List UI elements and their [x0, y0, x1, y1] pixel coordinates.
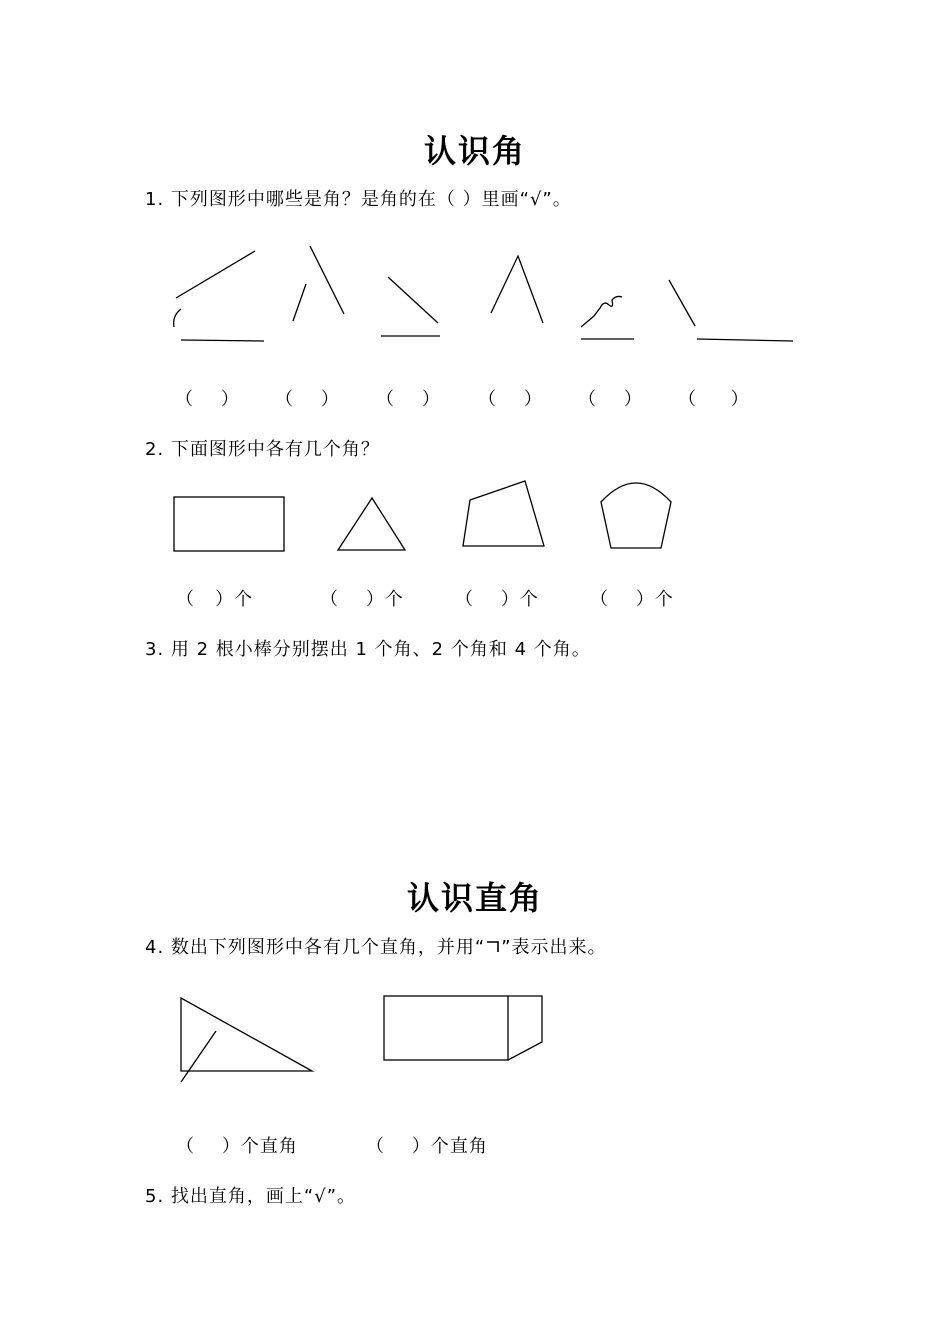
- question-2: 2. 下面图形中各有几个角？: [145, 439, 380, 460]
- question-3: 3. 用 2 根小棒分别摆出 1 个角、2 个角和 4 个角。: [145, 639, 591, 660]
- section1-title: 认识角: [423, 132, 526, 170]
- q4-blank-2[interactable]: （ ）个直角: [366, 1136, 488, 1157]
- q1-blank-4[interactable]: （ ）: [478, 389, 543, 410]
- q1-blank-1[interactable]: （ ）: [175, 389, 240, 410]
- q4-blank-1[interactable]: （ ）个直角: [176, 1136, 298, 1157]
- q2-blank-3[interactable]: （ ）个: [455, 589, 539, 610]
- q4-right-triangle: [181, 998, 312, 1082]
- q2-blank-2[interactable]: （ ）个: [320, 589, 404, 610]
- question-4-text-before: 4. 数出下列图形中各有几个直角，并用“: [145, 937, 486, 958]
- q2-blank-1[interactable]: （ ）个: [176, 589, 254, 610]
- q4-box: [384, 996, 542, 1060]
- q1-blank-2[interactable]: （ ）: [275, 389, 340, 410]
- q1-blank-3[interactable]: （ ）: [376, 389, 441, 410]
- section2-title: 认识直角: [406, 879, 543, 917]
- question-4-text-after: ”表示出来。: [501, 937, 607, 958]
- q2-blank-4[interactable]: （ ）个: [590, 589, 674, 610]
- q1-blank-5[interactable]: （ ）: [578, 389, 643, 410]
- question-5: 5. 找出直角，画上“√”。: [145, 1186, 357, 1207]
- question-1: 1. 下列图形中哪些是角？是角的在（ ）里画“√”。: [145, 189, 572, 210]
- q1-blank-6[interactable]: （ ）: [678, 389, 750, 410]
